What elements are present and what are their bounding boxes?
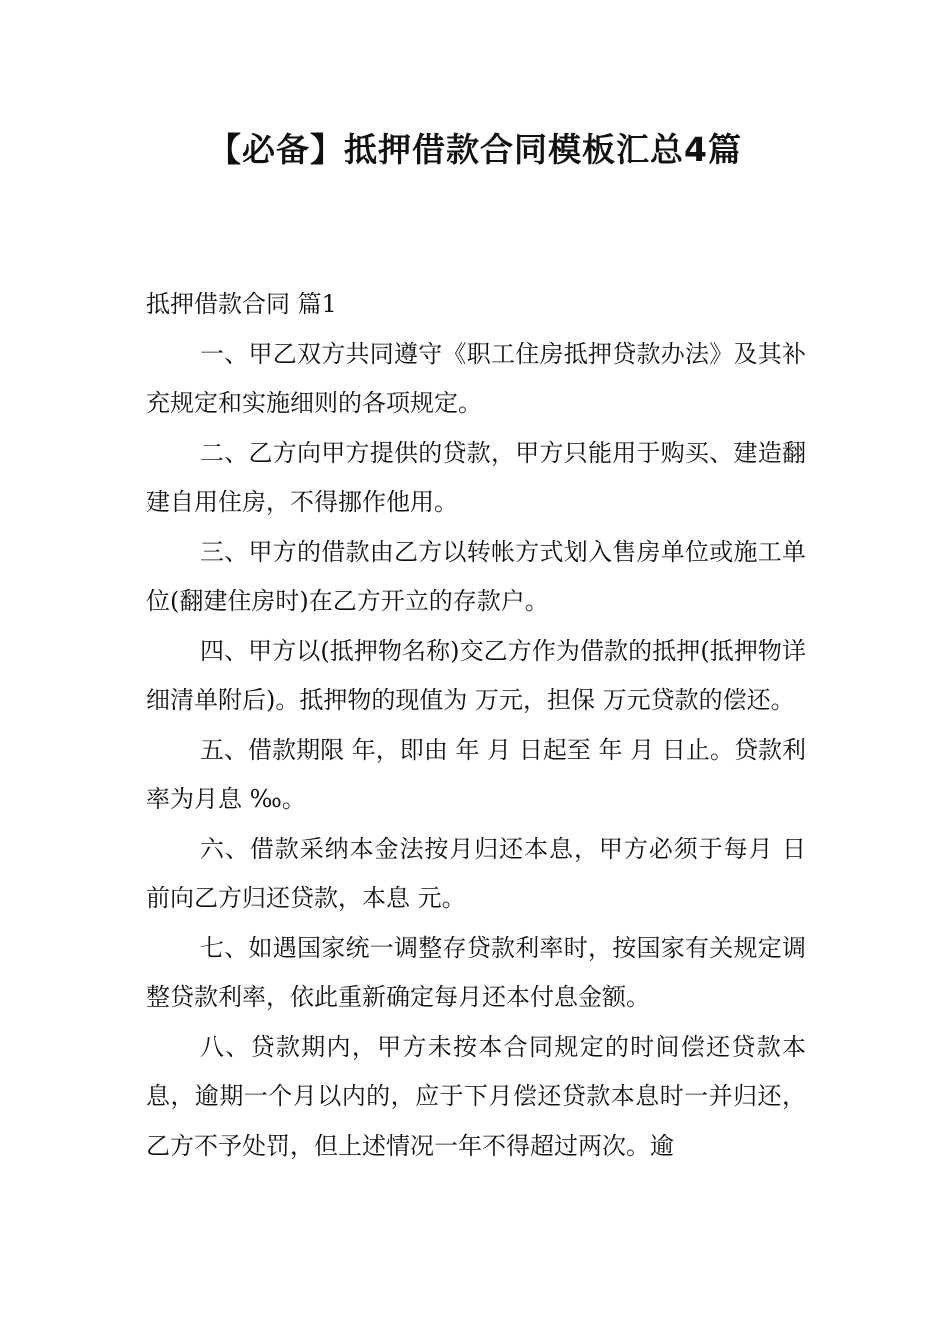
clause-6: 六、借款采纳本金法按月归还本息，甲方必须于每月 日前向乙方归还贷款，本息 元。 (146, 834, 806, 912)
clause-8: 八、贷款期内，甲方未按本合同规定的时间偿还贷款本息，逾期一个月以内的，应于下月偿还贷款本息时一并归还，乙方不予处罚，但上述情况一年不得超过两次。逾 (146, 1032, 806, 1160)
clause-1: 一、甲乙双方共同遵守《职工住房抵押贷款办法》及其补充规定和实施细则的各项规定。 (146, 339, 806, 417)
clause-2: 二、乙方向甲方提供的贷款，甲方只能用于购买、建造翻建自用住房，不得挪作他用。 (146, 438, 806, 516)
document-title: 【必备】抵押借款合同模板汇总4篇 (208, 130, 742, 169)
clause-5: 五、借款期限 年，即由 年 月 日起至 年 月 日止。贷款利率为月息 ‰。 (146, 735, 806, 813)
document-body (146, 280, 806, 1171)
clause-3: 三、甲方的借款由乙方以转帐方式划入售房单位或施工单位(翻建住房时)在乙方开立的存款户。 (146, 537, 806, 615)
clause-7: 七、如遇国家统一调整存贷款利率时，按国家有关规定调整贷款利率，依此重新确定每月还本付息金额。 (146, 933, 806, 1011)
section-heading: 抵押借款合同 篇1 (146, 290, 337, 318)
clause-4: 四、甲方以(抵押物名称)交乙方作为借款的抵押(抵押物详细清单附后)。抵押物的现值为 万元，担保 万元贷款的偿还。 (146, 636, 806, 714)
